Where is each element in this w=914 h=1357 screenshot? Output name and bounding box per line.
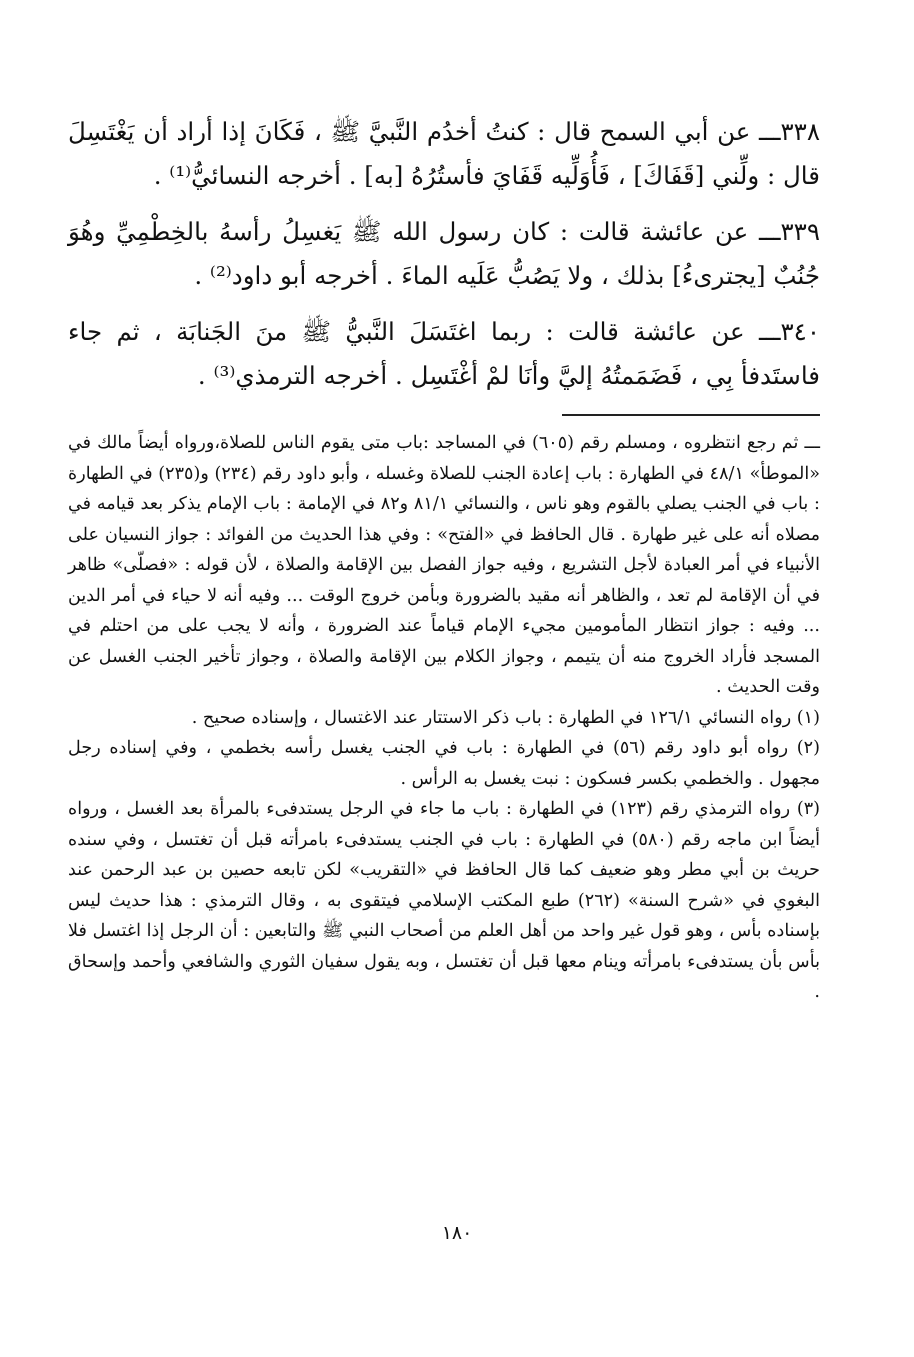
footnote-text: رواه النسائي ١٢٦/١ في الطهارة : باب ذكر الاستتار عند الاغتسال ، وإسناده صحيح .: [191, 707, 792, 728]
footnote-continuation: ـــ ثم رجع انتظروه ، ومسلم رقم (٦٠٥) في المساجد :باب متى يقوم الناس للصلاة،ورواه أيضاً مالك في «الموطأ» ٤٨/١ في الطهارة : باب إعادة الجنب للصلاة وغسله ، وأبو داود رقم (٢٣٤) و(٢٣٥) في الطهارة : باب في الجنب يصلي بالقوم وهو ناس ، والنسائي ٨١/١ و٨٢ في الإمامة : باب الإمام يذكر بعد قيامه في مصلاه أنه على غير طهارة . قال الحافظ في «الفتح» : وفي هذا الحديث من الفوائد : جواز النسيان على الأنبياء في أمر العبادة لأجل التشريع ، وفيه جواز الفصل بين الإقامة والصلاة ، لأن قوله : «فصلّى» ظاهر في أن الإقامة لم تعد ، والظاهر أنه مقيد بالضرورة وبأمن خروج الوقت ... وفيه أنه لا حياء في أمر الدين ... وفيه : جواز انتظار المأمومين مجيء الإمام قياماً عند الضرورة ، وأنه لا يجب على من احتلم في المسجد فأراد الخروج منه أن يتيمم ، وجواز الكلام بين الإقامة والصلاة ، وجواز تأخير الجنب الغسل عن وقت الحديث .: [68, 433, 820, 697]
hadith-text: ـــ عن أبي السمح قال : كنتُ أخدُم النَّبيَّ ﷺ ، فَكَانَ إذا أراد أن يَغْتَسِلَ قال : ولِّني [قَفَاكَ] ، فَأُوَلِّيه قَفَايَ فأستُرُهُ [به] . أخرجه النسائيُّ⁽¹⁾ .: [68, 117, 820, 190]
footnote-number: (٢): [796, 738, 820, 758]
footnote-text: رواه أبو داود رقم (٥٦) في الطهارة : باب في الجنب يغسل رأسه بخطمي ، وفي إسناده رجل مجهول . والخطمي بكسر فسكون : نبت يغسل به الرأس .: [68, 738, 820, 789]
page-content: [68, 110, 820, 1008]
hadith-text: ـــ عن عائشة قالت : كان رسول الله ﷺ يَغسِلُ رأسهُ بالخِطْمِيِّ وهُوَ جُنُبٌ [يجترىءُ] بذلك ، ولا يَصُبُّ عَلَيه الماءَ . أخرجه أبو داود⁽²⁾ .: [68, 217, 820, 290]
page-number: ١٨٠: [441, 1222, 473, 1244]
hadith-340: [68, 310, 820, 398]
footnote-number: (١): [796, 707, 820, 728]
footnote-divider: [562, 414, 820, 416]
footnote-text: رواه الترمذي رقم (١٢٣) في الطهارة : باب ما جاء في الرجل يستدفىء بالمرأة بعد الغسل ، ورواه أيضاً ابن ماجه رقم (٥٨٠) في الطهارة : باب في الجنب يستدفىء بامرأته قبل أن تغتسل ، وفي سنده حريث بن أبي مطر وهو ضعيف كما قال الحافظ في «التقريب» لكن تابعه حصين بن عبد الرحمن عند البغوي في «شرح السنة» (٢٦٢) طبع المكتب الإسلامي فيتقوى به ، وقال الترمذي : هذا حديث ليس بإسناده بأس ، وهو قول غير واحد من أهل العلم من أصحاب النبي ﷺ والتابعين : أن الرجل إذا اغتسل فلا بأس بأن يستدفىء بامرأته وينام معها قبل أن تغتسل ، وبه يقول سفيان الثوري والشافعي وأحمد وإسحاق .: [68, 799, 821, 1002]
hadith-number: ٣٣٨: [780, 117, 820, 146]
hadith-text: ـــ عن عائشة قالت : ربما اغتَسَلَ النَّبيُّ ﷺ منَ الجَنابَة ، ثم جاء فاستَدفأ بِي ، فَضَمَمتُهُ إليَّ وأنَا لمْ أغْتَسِل . أخرجه الترمذي⁽³⁾ .: [68, 317, 820, 390]
footnotes: [68, 428, 820, 1008]
hadith-339: [68, 210, 820, 298]
footnote-number: (٣): [796, 799, 821, 819]
hadith-number: ٣٣٩: [780, 217, 820, 246]
hadith-338: [68, 110, 820, 198]
hadith-number: ٣٤٠: [780, 317, 820, 346]
footnote-2: [68, 733, 820, 794]
footnote-1: [68, 703, 820, 734]
footnote-3: [68, 794, 820, 1008]
